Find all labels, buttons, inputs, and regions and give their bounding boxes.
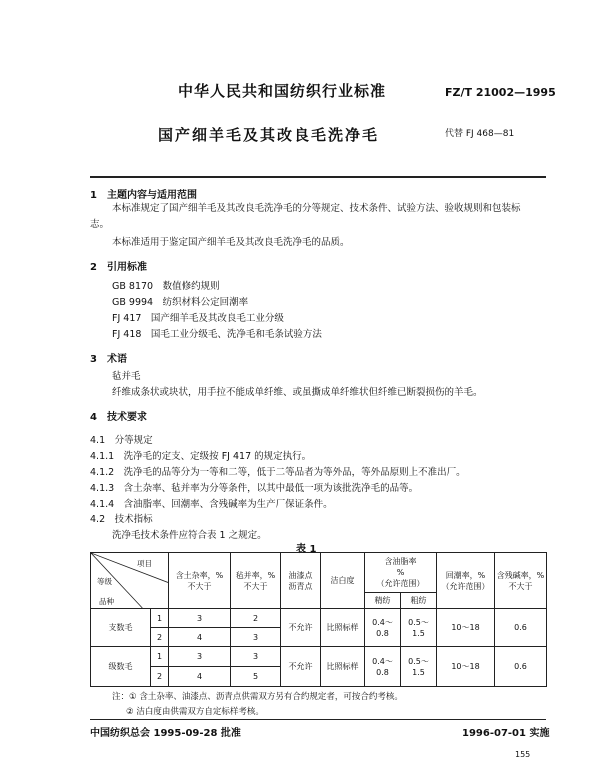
header-soil: 含土杂率，% 不大于 (169, 553, 231, 609)
clause-line: 洗净毛技术条件应符合表 1 之规定。 (112, 530, 267, 541)
grease-fine-cell: 0.4～0.8 (365, 609, 401, 647)
soil-cell: 4 (169, 628, 231, 647)
ref-item: GB 8170 数值修约规则 (112, 281, 220, 292)
effective-date: 1996-07-01 实施 (462, 728, 550, 739)
section-1-para-1a: 本标准规定了国产细羊毛及其改良毛洗净毛的分等规定、技术条件、试验方法、验收规则和包装标 (112, 203, 521, 214)
header-whiteness: 洁白度 (321, 553, 365, 609)
issuing-body: 中华人民共和国纺织行业标准 (178, 82, 387, 100)
felt-cell: 5 (231, 667, 281, 687)
corner-grade-label: 等级 (97, 577, 112, 586)
spec-table (90, 552, 547, 687)
ref-item: FJ 417 国产细羊毛及其改良毛工业分级 (112, 313, 284, 324)
ref-item: GB 9994 纺织材料公定回潮率 (112, 297, 249, 308)
document-title: 国产细羊毛及其改良毛洗净毛 (158, 126, 380, 144)
moisture-cell: 10～18 (437, 609, 495, 647)
soil-cell: 4 (169, 667, 231, 687)
header-moisture: 回潮率，% （允许范围） (437, 553, 495, 609)
section-4-heading: 4 技术要求 (90, 412, 147, 423)
grade-cell: 1 (151, 609, 169, 628)
corner-item-label: 项目 (137, 559, 152, 568)
term-name: 毡并毛 (112, 371, 141, 382)
variety-name: 级数毛 (91, 647, 151, 687)
grade-cell: 2 (151, 667, 169, 687)
section-1-para-2: 本标准适用于鉴定国产细羊毛及其改良毛洗净毛的品质。 (112, 237, 350, 248)
term-definition: 纤维成条状或块状，用手拉不能成单纤维、或虽撕成单纤维状但纤维已断裂损伤的羊毛。 (112, 387, 483, 398)
table-note-2: ② 洁白度由供需双方自定标样考核。 (126, 707, 264, 717)
grease-coarse-cell: 0.5～1.5 (401, 609, 437, 647)
header-felt: 毡并率，% 不大于 (231, 553, 281, 609)
whiteness-cell: 比照标样 (321, 609, 365, 647)
table-corner-cell (91, 553, 169, 609)
grade-cell: 1 (151, 647, 169, 667)
header-grease: 含油脂率 % （允许范围） (365, 553, 437, 593)
clause-line: 4.2 技术指标 (90, 514, 153, 525)
header-coarse: 粗纺 (401, 593, 437, 609)
alkali-cell: 0.6 (495, 609, 547, 647)
variety-name: 支数毛 (91, 609, 151, 647)
header-fine: 精纺 (365, 593, 401, 609)
clause-line: 4.1.3 含土杂率、毡并率为分等条件，以其中最低一项为该批洗净毛的品等。 (90, 483, 419, 494)
section-1-para-1b: 志。 (90, 219, 110, 230)
header-tar: 油漆点 沥青点 (281, 553, 321, 609)
soil-cell: 3 (169, 647, 231, 667)
moisture-cell: 10～18 (437, 647, 495, 687)
soil-cell: 3 (169, 609, 231, 628)
standard-number: FZ/T 21002—1995 (445, 86, 556, 99)
grade-cell: 2 (151, 628, 169, 647)
whiteness-cell: 比照标样 (321, 647, 365, 687)
corner-variety-label: 品种 (99, 597, 114, 606)
felt-cell: 3 (231, 647, 281, 667)
replaces-standard: 代替 FJ 468—81 (445, 129, 515, 139)
section-1-heading: 1 主题内容与适用范围 (90, 190, 197, 201)
ref-item: FJ 418 国毛工业分级毛、洗净毛和毛条试验方法 (112, 329, 322, 340)
tar-cell: 不允许 (281, 647, 321, 687)
clause-line: 4.1.2 洗净毛的品等分为一等和二等，低于二等品者为等外品，等外品原则上不准出厂。 (90, 467, 466, 478)
section-2-heading: 2 引用标准 (90, 262, 147, 273)
alkali-cell: 0.6 (495, 647, 547, 687)
clause-line: 4.1.1 洗净毛的定支、定级按 FJ 417 的规定执行。 (90, 451, 312, 462)
tar-cell: 不允许 (281, 609, 321, 647)
footer-rule (90, 719, 546, 720)
section-3-heading: 3 术语 (90, 354, 127, 365)
felt-cell: 2 (231, 609, 281, 628)
approval-line: 中国纺织总会 1995-09-28 批准 (90, 728, 241, 739)
clause-line: 4.1.4 含油脂率、回潮率、含残碱率为生产厂保证条件。 (90, 499, 333, 510)
header-alkali: 含残碱率，% 不大于 (495, 553, 547, 609)
page-number: 155 (515, 750, 531, 759)
grease-coarse-cell: 0.5～1.5 (401, 647, 437, 687)
table-caption: 表 1 (296, 544, 317, 555)
felt-cell: 3 (231, 628, 281, 647)
clause-line: 4.1 分等规定 (90, 435, 153, 446)
table-note-1: 注：① 含土杂率、油漆点、沥青点供需双方另有合约规定者，可按合约考核。 (112, 692, 403, 702)
header-rule (90, 176, 546, 178)
grease-fine-cell: 0.4～0.8 (365, 647, 401, 687)
